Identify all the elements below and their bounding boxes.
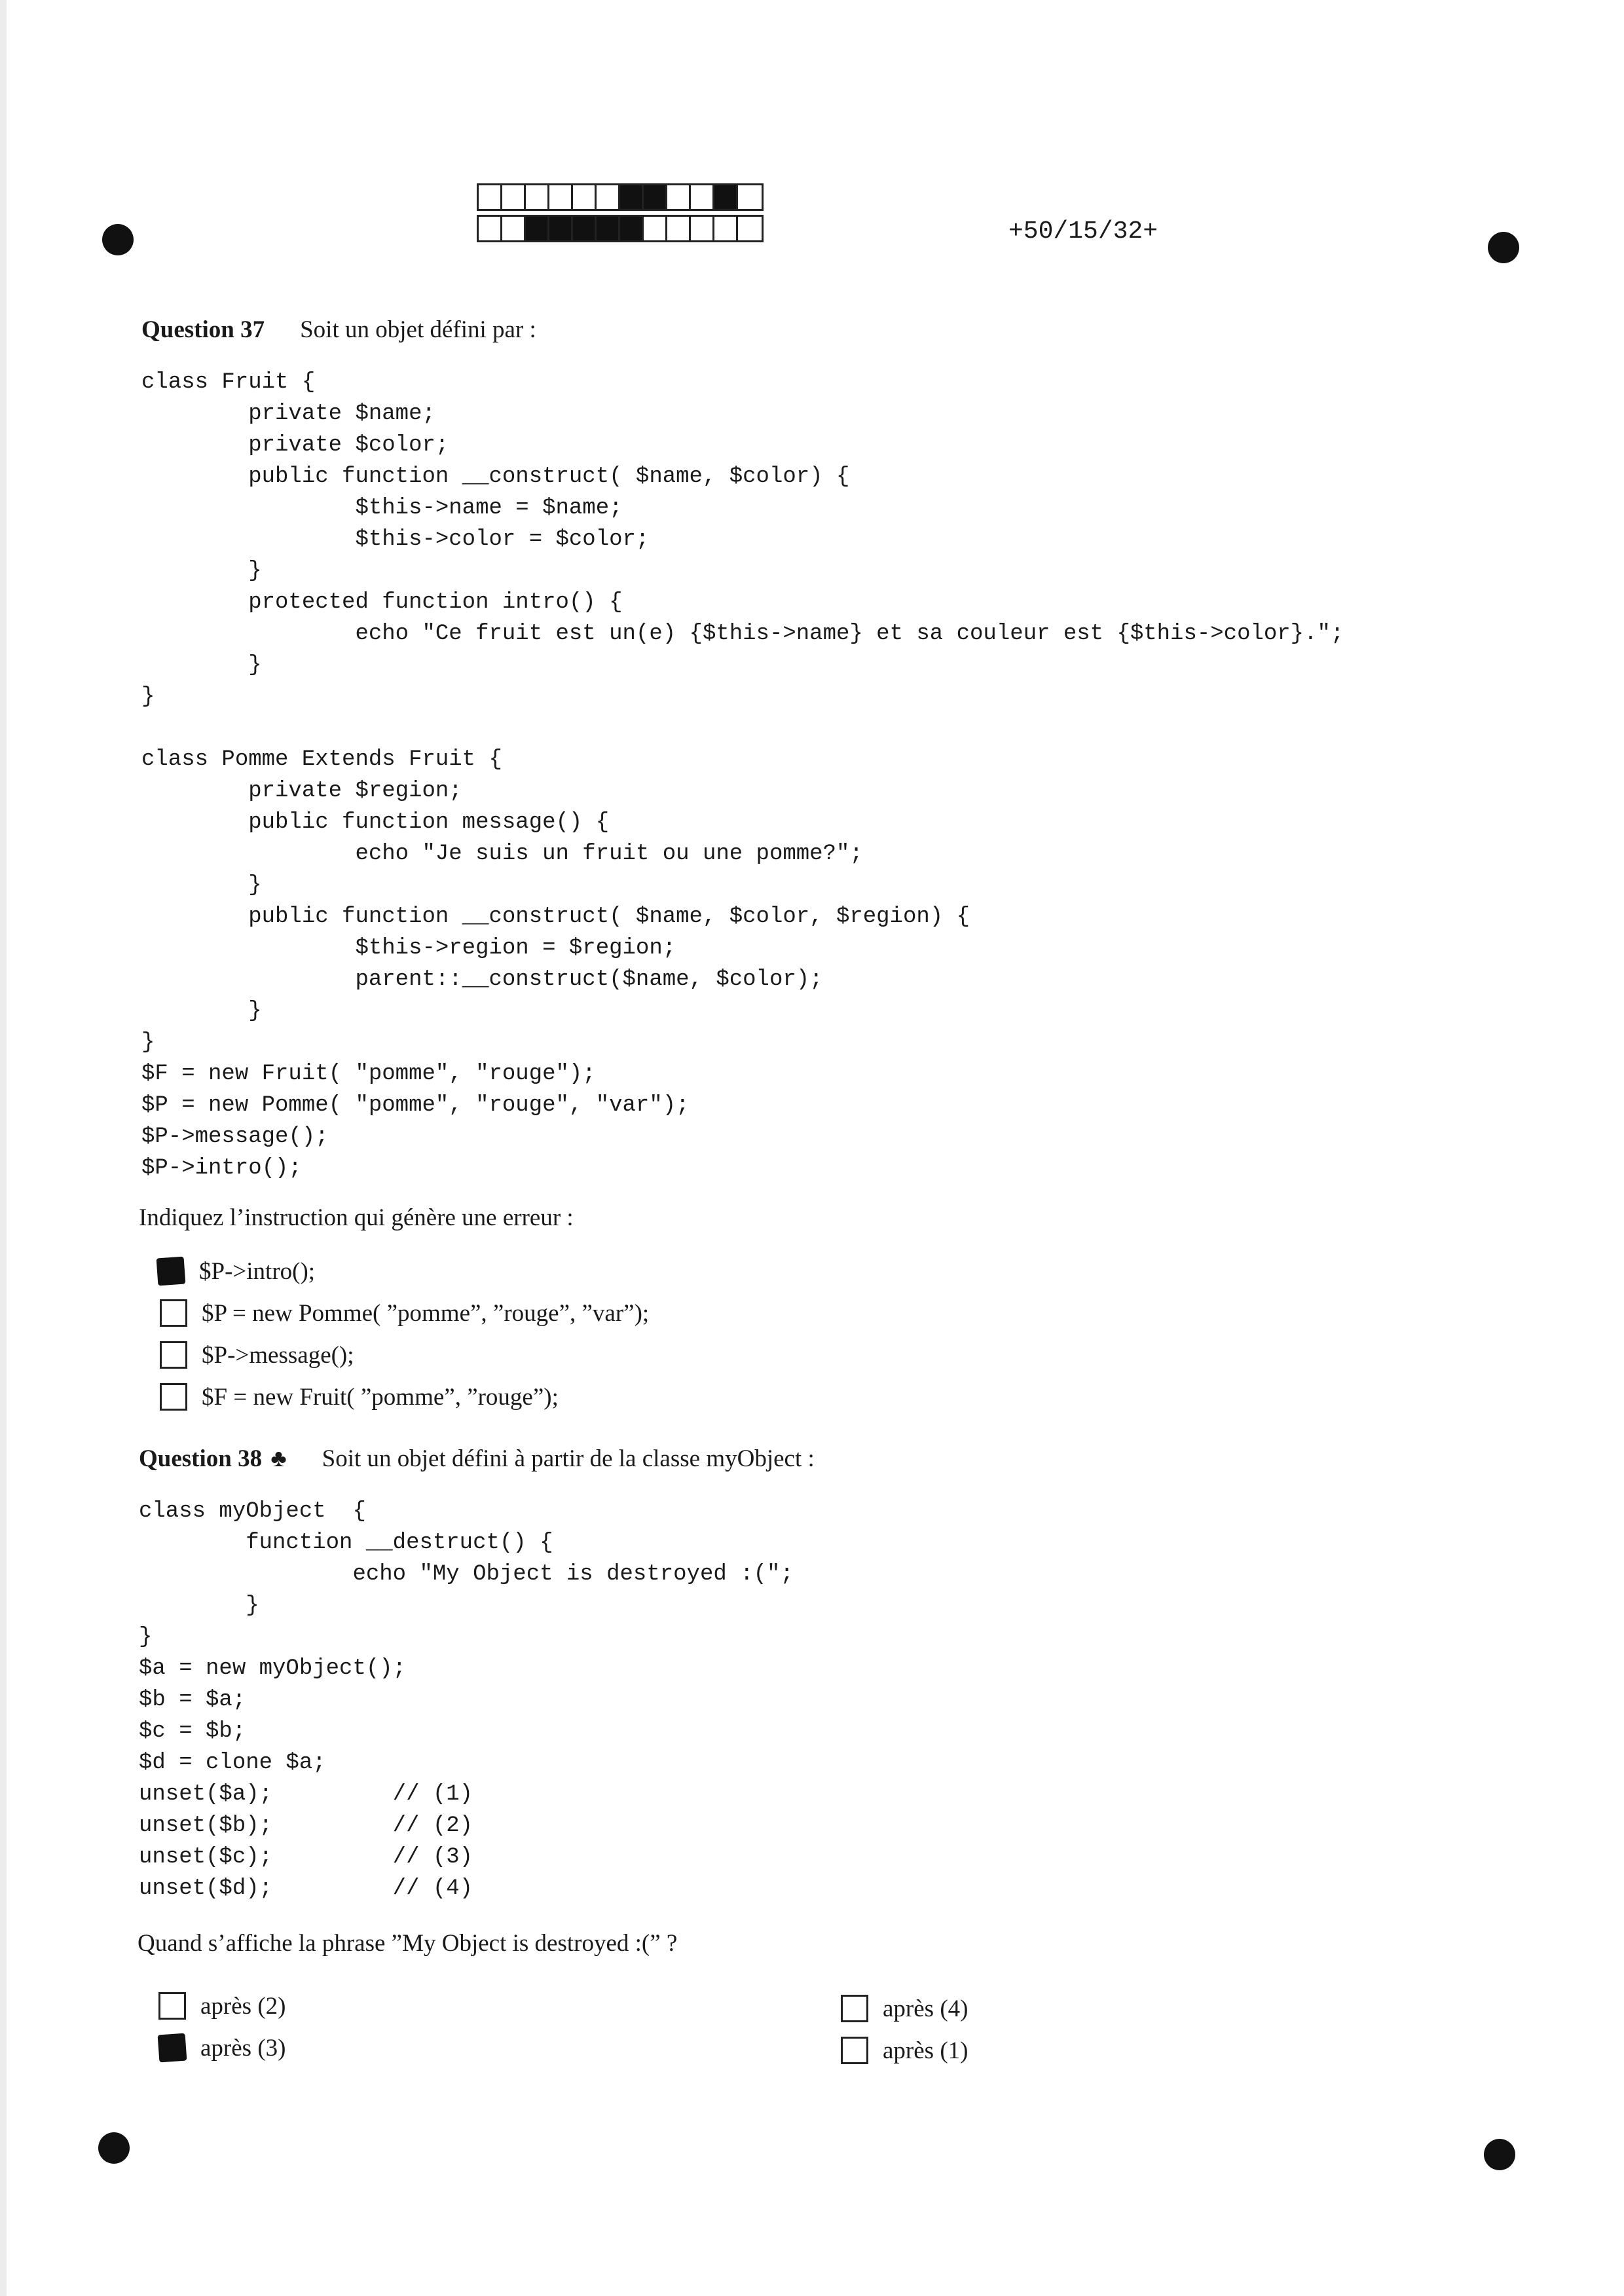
q38-answer-2-label: après (3) [200, 2034, 286, 2062]
q37-answer-4[interactable] [160, 1380, 559, 1413]
registration-mark-top-left [102, 224, 134, 255]
q38-answer-1-label: après (2) [200, 1992, 286, 2020]
q38-answer-4-checkbox[interactable] [841, 2037, 868, 2064]
q37-answer-3-label: $P->message(); [202, 1341, 354, 1369]
q37-answer-4-checkbox[interactable] [160, 1383, 187, 1411]
question-37-code: class Fruit { private $name; private $color; public function __construct( $name, $color) { $this->name = $name; $this->color = $color; } protected function intro() { echo "Ce fruit est un(e) {$this->name} et sa couleur est {$this->color}."; } } class Pomme Extends Fruit { private $region; public function message() { echo "Je suis un fruit ou une pomme?"; } public function __construct( $name, $color, $region) { $this->region = $region; parent::__construct($name, $color); } } $F = new Fruit( "pomme", "rouge"); $P = new Pomme( "pomme", "rouge", "var"); $P->message(); $P->intro(); [141, 370, 1344, 1181]
question-38-label: Question 38 ♣ [139, 1445, 287, 1472]
barcode-cell [620, 185, 644, 209]
barcode-cell [502, 185, 526, 209]
question-38-code: class myObject { function __destruct() { echo "My Object is destroyed :("; } } $a = new myObject(); $b = $a; $c = $b; $d = clone $a; unset($a); // (1) unset($b); // (2) unset($c); // (3) unset($d); // (4) [139, 1499, 794, 1901]
barcode-cell [573, 217, 597, 240]
q38-answer-3-checkbox[interactable] [841, 1995, 868, 2022]
question-38-heading [139, 1445, 815, 1473]
question-38-prompt: Quand s’affiche la phrase ”My Object is destroyed :(” ? [138, 1930, 678, 1957]
q37-answer-2-label: $P = new Pomme( ”pomme”, ”rouge”, ”var”); [202, 1299, 650, 1327]
barcode-cell [526, 217, 549, 240]
barcode-cell [479, 217, 502, 240]
barcode-cell [526, 185, 549, 209]
barcode-cell [502, 217, 526, 240]
q38-answer-2[interactable] [158, 2031, 286, 2064]
barcode-cell [738, 217, 762, 240]
registration-mark-bottom-left [98, 2132, 130, 2164]
question-37-prompt: Indiquez l’instruction qui génère une erreur : [139, 1204, 574, 1231]
barcode-cell [714, 185, 738, 209]
registration-mark-bottom-right [1484, 2139, 1515, 2170]
barcode-cell [691, 185, 714, 209]
q37-answer-2[interactable] [160, 1297, 649, 1329]
barcode-cell [549, 217, 573, 240]
page-edge [0, 0, 7, 2296]
q38-answer-1[interactable] [158, 1990, 286, 2022]
question-37-text: Soit un objet défini par : [300, 316, 536, 343]
barcode-cell [691, 217, 714, 240]
q37-answer-1-label: $P->intro(); [199, 1257, 316, 1285]
question-37-heading [141, 316, 536, 344]
barcode-cell [597, 185, 620, 209]
barcode-cell [667, 185, 691, 209]
barcode-bottom [477, 215, 764, 242]
q37-answer-1[interactable] [157, 1255, 315, 1287]
question-37-label: Question 37 [141, 316, 265, 343]
registration-mark-top-right [1488, 232, 1519, 263]
barcode-cell [644, 185, 667, 209]
barcode-top [477, 183, 764, 211]
q37-answer-1-checkbox[interactable] [157, 1257, 186, 1286]
barcode-cell [644, 217, 667, 240]
q38-answer-3-label: après (4) [883, 1995, 969, 2022]
barcode-cell [667, 217, 691, 240]
barcode-cell [479, 185, 502, 209]
q38-answer-3[interactable] [841, 1992, 968, 2025]
q38-answer-4-label: après (1) [883, 2037, 969, 2064]
barcode-cell [549, 185, 573, 209]
barcode-cell [573, 185, 597, 209]
q38-answer-4[interactable] [841, 2034, 968, 2067]
barcode-cell [597, 217, 620, 240]
q37-answer-3-checkbox[interactable] [160, 1341, 187, 1369]
barcode-cell [620, 217, 644, 240]
q37-answer-2-checkbox[interactable] [160, 1299, 187, 1327]
question-38-text: Soit un objet défini à partir de la classe myObject : [322, 1445, 815, 1472]
q37-answer-4-label: $F = new Fruit( ”pomme”, ”rouge”); [202, 1383, 559, 1411]
q38-answer-1-checkbox[interactable] [158, 1992, 186, 2020]
multiple-answer-club-icon: ♣ [270, 1445, 287, 1472]
q38-answer-2-checkbox[interactable] [158, 2033, 187, 2063]
q37-answer-3[interactable] [160, 1339, 354, 1371]
sheet-code: +50/15/32+ [1008, 217, 1158, 246]
barcode-cell [714, 217, 738, 240]
barcode-cell [738, 185, 762, 209]
